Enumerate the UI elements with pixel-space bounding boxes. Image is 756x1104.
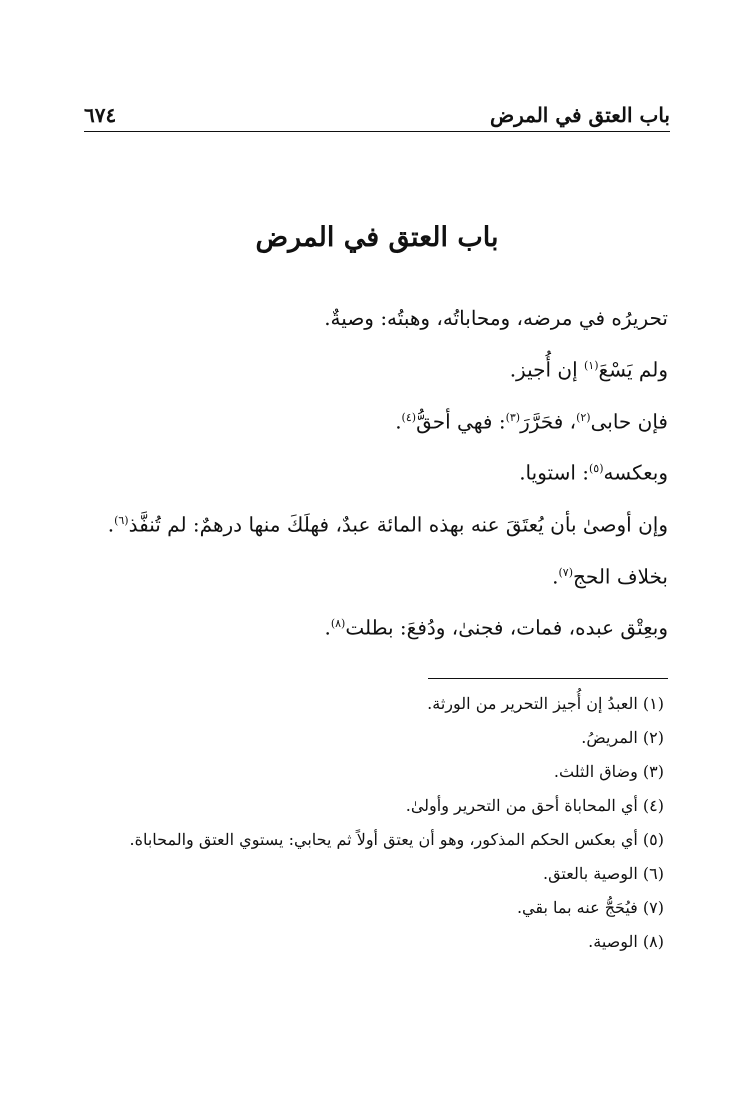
page-number: ٦٧٤ — [84, 103, 117, 127]
paragraph-5 — [78, 503, 668, 543]
footnotes — [78, 690, 664, 962]
paragraph-3-part-a: فإن حابى — [590, 409, 668, 434]
paragraph-6-text: بخلاف الحج — [573, 564, 668, 589]
chapter-title: باب العتق في المرض — [255, 222, 499, 253]
page-header — [84, 92, 670, 132]
footnote-ref-2: (٢) — [576, 410, 591, 424]
paragraph-4-tail: : استويا. — [519, 460, 589, 485]
footnote-5: (٥) أي بعكس الحكم المذكور، وهو أن يعتق أولاً ثم يحابي: يستوي العتق والمحاباة. — [129, 830, 664, 849]
paragraph-2-text: ولم يَسْعَ — [598, 357, 668, 382]
paragraph-4-text: وبعكسه — [603, 460, 668, 485]
footnote-4: (٤) أي المحاباة أحق من التحرير وأولىٰ. — [405, 796, 664, 815]
paragraph-5-text: وإن أوصىٰ بأن يُعتَقَ عنه بهذه المائة عبدٌ، فهلَكَ منها درهمٌ: لم تُنفَّذ — [128, 512, 668, 537]
footnote-ref-7: (٧) — [558, 565, 574, 579]
footnote-ref-4: (٤) — [401, 410, 417, 424]
paragraph-2-tail: إن أُجيز. — [509, 357, 584, 382]
main-text — [78, 300, 668, 658]
paragraph-6-tail: . — [552, 564, 559, 589]
paragraph-7-tail: . — [324, 615, 331, 640]
paragraph-3-part-c: : فهي أحقُّ — [416, 409, 506, 434]
footnote-3: (٣) وضاق الثلث. — [553, 762, 664, 781]
paragraph-3-part-b: ، فحَرَّرَ — [520, 409, 577, 434]
paragraph-4 — [78, 451, 668, 491]
running-title: باب العتق في المرض — [489, 103, 670, 127]
paragraph-3 — [78, 400, 668, 440]
footnote-ref-3: (٣) — [505, 410, 521, 424]
paragraph-5-tail: . — [107, 512, 115, 537]
paragraph-7-text: وبعِتْق عبده، فمات، فجنىٰ، ودُفعَ: بطلت — [345, 615, 668, 640]
paragraph-2 — [78, 348, 668, 388]
footnote-ref-8: (٨) — [330, 617, 346, 631]
paragraph-1-text: تحريرُه في مرضه، ومحاباتُه، وهبتُه: وصيةٌ. — [324, 306, 668, 330]
footnote-2: (٢) المريضُ. — [581, 728, 664, 747]
footnote-ref-5: (٥) — [589, 462, 604, 476]
footnote-1: (١) العبدُ إن أُجيز التحرير من الورثة. — [427, 694, 664, 713]
paragraph-3-part-d: . — [395, 409, 402, 434]
footnote-8: (٨) الوصية. — [588, 932, 664, 951]
footnote-6: (٦) الوصية بالعتق. — [542, 864, 664, 883]
footnote-7: (٧) فيُحَجُّ عنه بما بقي. — [516, 898, 664, 917]
paragraph-7 — [78, 606, 668, 646]
footnote-ref-6: (٦) — [114, 513, 129, 527]
paragraph-1 — [78, 300, 668, 336]
footnote-separator — [428, 678, 668, 679]
footnote-ref-1: (١) — [584, 359, 599, 372]
paragraph-6 — [78, 555, 668, 595]
